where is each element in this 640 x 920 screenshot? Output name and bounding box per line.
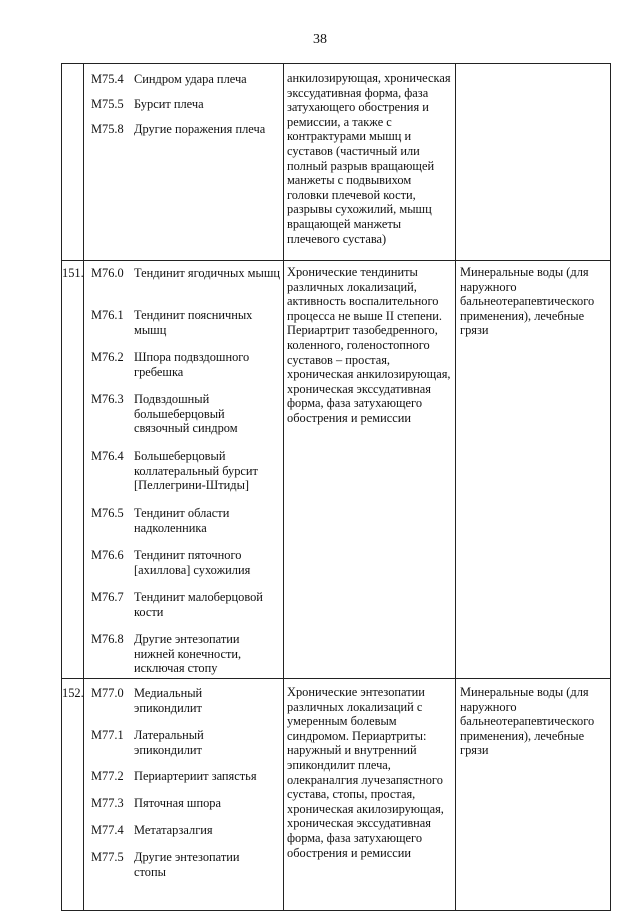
icd-code: M76.5	[91, 506, 124, 520]
diagnosis-name: Синдром удара плеча	[134, 72, 247, 86]
row-divider	[62, 260, 610, 261]
diagnosis-name: Тендинит пяточного [ахиллова] сухожилия	[134, 548, 251, 577]
icd-code: M77.2	[91, 769, 124, 783]
icd-code: M76.7	[91, 590, 124, 604]
diagnosis-name: Бурсит плеча	[134, 97, 204, 111]
document-table	[61, 63, 611, 911]
row-number: 152.	[62, 686, 84, 700]
page-number: 38	[313, 32, 327, 47]
natural-resources: Минеральные воды (для наружного бальнеотерапевтического применения), лечебные грязи	[460, 265, 595, 338]
indication-description: анкилозирующая, хроническая экссудативная форма, фаза затухающего обострения и ремиссии, а также с контрактурами мышц и суставов (частичный или полный разрыв вращающей манжеты с подвывихом головки плечевой кости, разрывы сухожилий, мышц вращающей манжеты плечевого сустава)	[287, 71, 451, 246]
row-number: 151.	[62, 266, 84, 280]
icd-code: M76.3	[91, 392, 124, 406]
icd-code: M77.5	[91, 850, 124, 864]
icd-code: M77.4	[91, 823, 124, 837]
diagnosis-name: Периартериит запястья	[134, 769, 257, 783]
diagnosis-name: Другие поражения плеча	[134, 122, 266, 136]
icd-code: M77.0	[91, 686, 124, 700]
diagnosis-name: Тендинит поясничных мышц	[134, 308, 253, 337]
indication-description: Хронические тендиниты различных локализаций, активность воспалительного процесса не выше II степени. Периартрит тазобедренного, коленного, голеностопного суставов – простая, хроническая анкилозирующая, хроническая экссудативная форма, фаза затухающего обострения и ремиссии	[287, 265, 451, 425]
icd-code: M75.5	[91, 97, 124, 111]
column-divider	[283, 64, 284, 910]
column-divider	[455, 64, 456, 910]
icd-code: M76.0	[91, 266, 124, 280]
icd-code: M76.6	[91, 548, 124, 562]
diagnosis-name: Медиальный эпикондилит	[134, 686, 203, 715]
icd-code: M75.4	[91, 72, 124, 86]
indication-description: Хронические энтезопатии различных локализаций с умеренным болевым синдромом. Периартриты: наружный и внутренний эпикондилит плеча, олекраналгия лучезапястного сустава, стопы, простая, хроническая акилозирующая, хроническая экссудативная форма, фаза затухающего обострения и ремиссии	[287, 685, 444, 860]
icd-code: M76.1	[91, 308, 124, 322]
diagnosis-name: Метатарзалгия	[134, 823, 213, 837]
diagnosis-name: Латеральный эпикондилит	[134, 728, 204, 757]
diagnosis-name: Другие энтезопатии нижней конечности, исключая стопу	[134, 632, 242, 676]
diagnosis-name: Тендинит области надколенника	[134, 506, 230, 535]
icd-code: M76.4	[91, 449, 124, 463]
diagnosis-name: Пяточная шпора	[134, 796, 221, 810]
row-divider	[62, 678, 610, 679]
icd-code: M75.8	[91, 122, 124, 136]
diagnosis-name: Другие энтезопатии стопы	[134, 850, 240, 879]
diagnosis-name: Подвздошный большеберцовый связочный синдром	[134, 392, 238, 436]
icd-code: M77.1	[91, 728, 124, 742]
icd-code: M77.3	[91, 796, 124, 810]
icd-code: M76.8	[91, 632, 124, 646]
natural-resources: Минеральные воды (для наружного бальнеотерапевтического применения), лечебные грязи	[460, 685, 595, 758]
diagnosis-name: Тендинит малоберцовой кости	[134, 590, 263, 619]
column-divider	[83, 64, 84, 910]
diagnosis-name: Тендинит ягодичных мышц	[134, 266, 281, 280]
icd-code: M76.2	[91, 350, 124, 364]
diagnosis-name: Большеберцовый коллатеральный бурсит [Пеллегрини-Штиды]	[134, 449, 258, 493]
diagnosis-name: Шпора подвздошного гребешка	[134, 350, 250, 379]
